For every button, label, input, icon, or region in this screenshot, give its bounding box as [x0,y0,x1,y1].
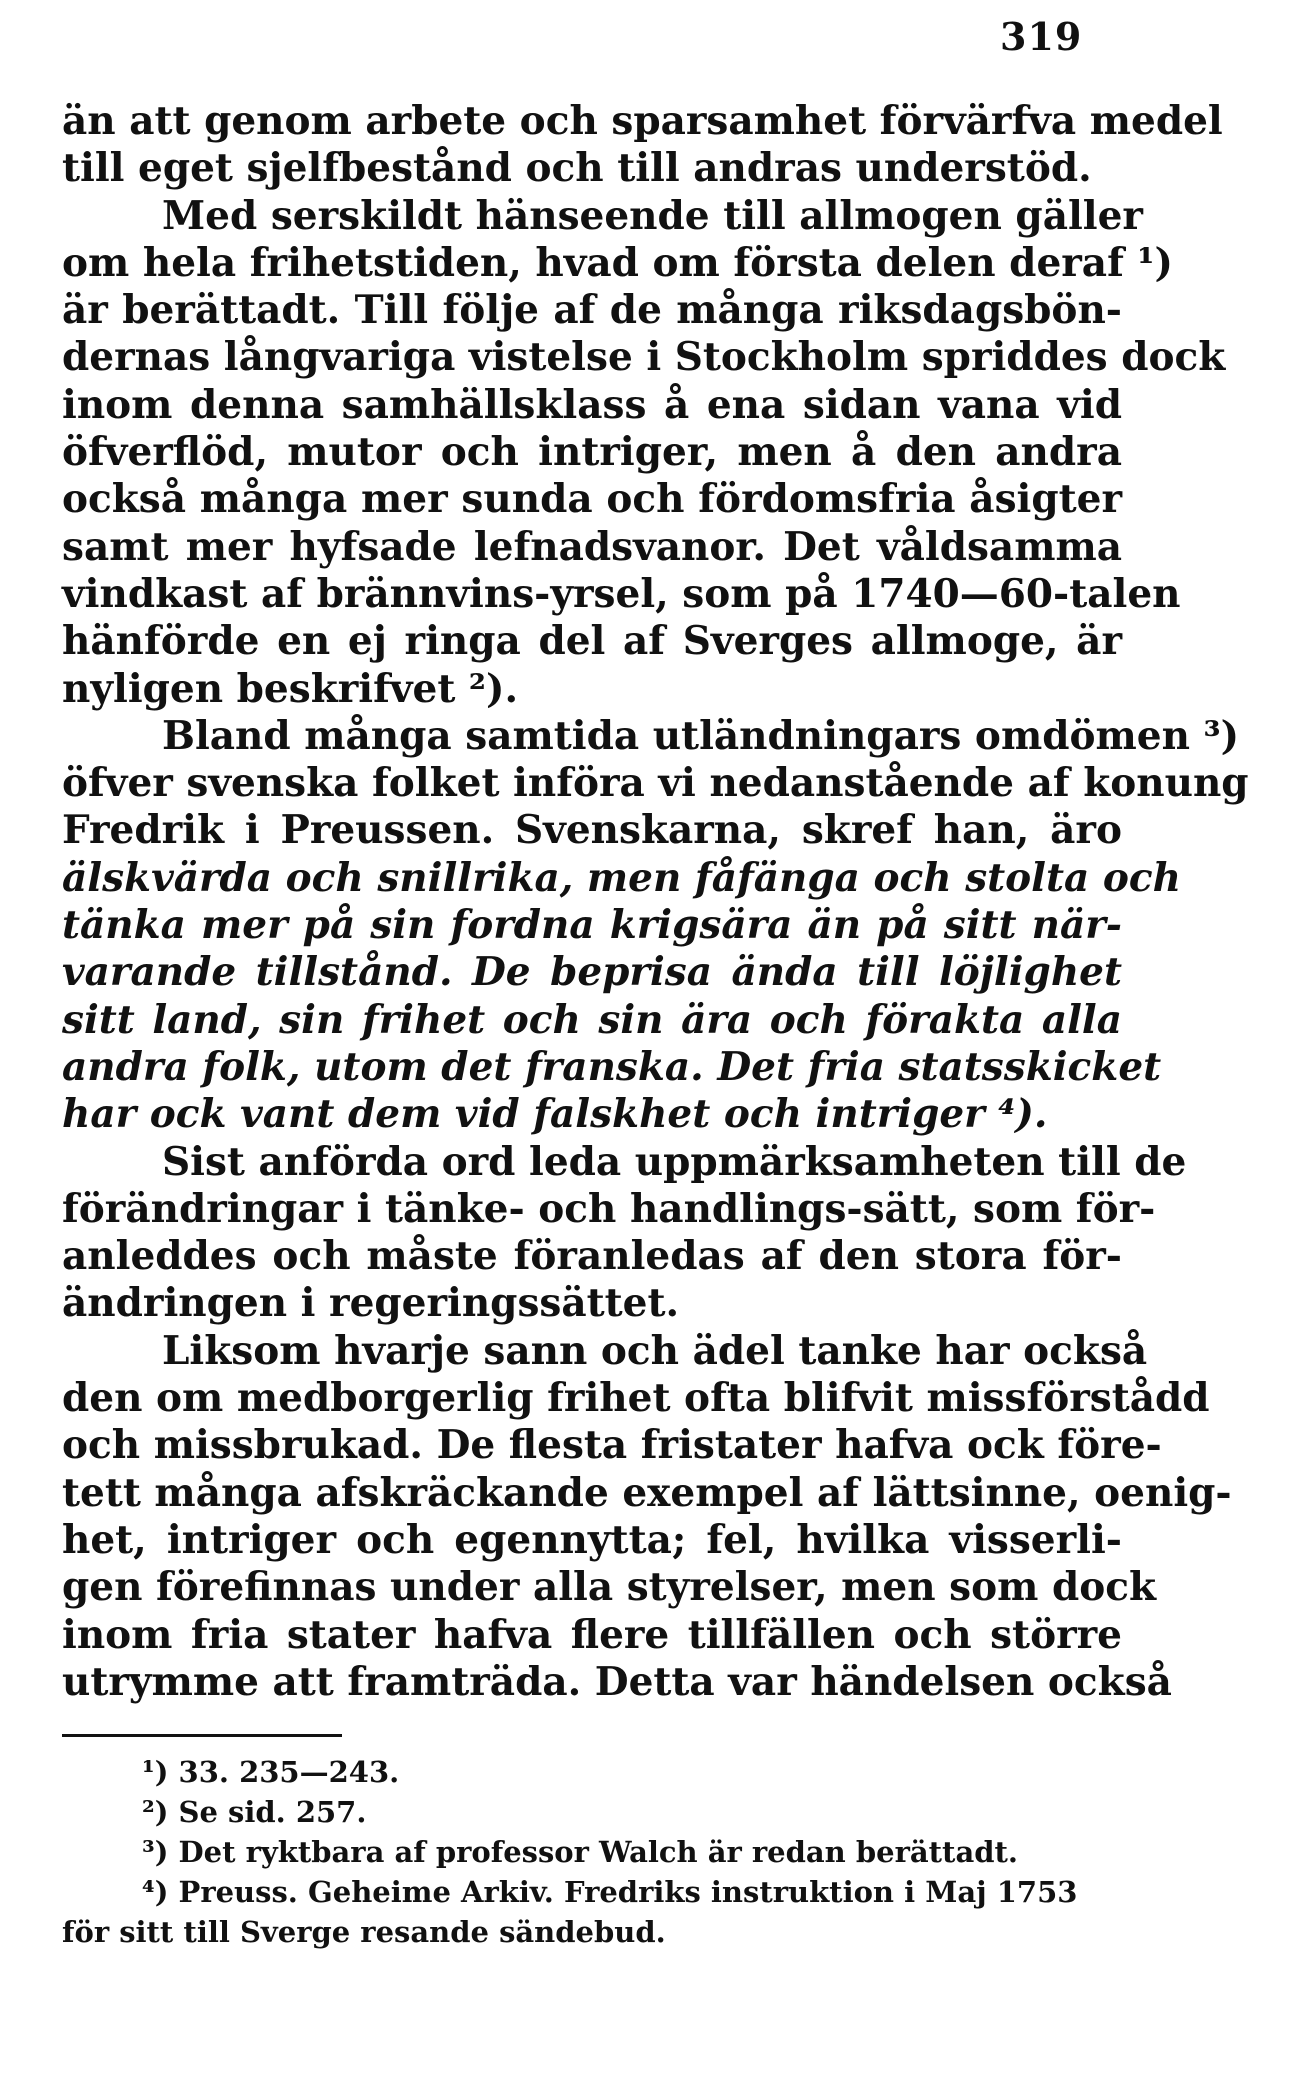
text-line: tänka mer på sin fordna krigsära än på sitt när- [62,902,1122,949]
text-line: den om medborgerlig frihet ofta blifvit missförstådd [62,1375,1210,1422]
text-line: het, intriger och egennytta; fel, hvilka visserli- [62,1516,1122,1563]
text-line: Liksom hvarje sann och ädel tanke har också [162,1327,1148,1374]
text-line: samt mer hyfsade lefnadsvanor. Det våldsamma [62,523,1122,570]
text-line: har ock vant dem vid falskhet och intriger ⁴). [62,1091,1048,1138]
text-line: utrymme att framträda. Detta var händelsen också [62,1658,1172,1705]
text-line: är berättadt. Till följe af de många riksdagsbön- [62,287,1122,334]
footnotes [62,1752,1122,1952]
text-line: nyligen beskrifvet ²). [62,665,519,712]
text-line: anleddes och måste föranledas af den stora för- [62,1233,1122,1280]
text-line: andra folk, utom det franska. Det fria statsskicket [62,1043,1162,1090]
footnote-separator [62,1734,342,1737]
body-text [62,98,1249,1706]
text-line: Med serskildt hänseende till allmogen gäller [162,192,1143,239]
text-line: Sist anförda ord leda uppmärksamheten till de [162,1138,1187,1185]
text-line: Bland många samtida utländningars omdömen ³) [162,712,1240,759]
footnote-line: ¹) 33. 235—243. [142,1755,400,1789]
text-line: öfverflöd, mutor och intriger, men å den andra [62,429,1122,476]
text-line: sitt land, sin frihet och sin ära och förakta alla [62,996,1122,1043]
footnote-line: för sitt till Sverge resande sändebud. [62,1915,666,1949]
text-line: dernas långvariga vistelse i Stockholm spriddes dock [62,334,1226,381]
text-line: inom denna samhällsklass å ena sidan vana vid [62,381,1122,428]
text-line: ändringen i regeringssättet. [62,1280,680,1327]
text-line: till eget sjelfbestånd och till andras understöd. [62,145,1092,192]
footnote-line: ⁴) Preuss. Geheime Arkiv. Fredriks instruktion i Maj 1753 [142,1875,1078,1909]
text-line: vindkast af brännvins-yrsel, som på 1740—60-talen [62,570,1181,617]
text-line: älskvärda och snillrika, men fåfänga och stolta och [62,854,1181,901]
text-line: förändringar i tänke- och handlings-sätt, som för- [62,1185,1156,1232]
page-number: 319 [1000,14,1083,59]
text-line: Fredrik i Preussen. Svenskarna, skref han, äro [62,807,1122,854]
footnote-line: ²) Se sid. 257. [142,1795,367,1829]
text-line: varande tillstånd. De beprisa ända till löjlighet [62,949,1122,996]
text-line: om hela frihetstiden, hvad om första delen deraf ¹) [62,239,1173,286]
text-line: hänförde en ej ringa del af Sverges allmoge, är [62,618,1122,665]
text-line: också många mer sunda och fördomsfria åsigter [62,476,1122,523]
text-line: och missbrukad. De flesta fristater hafva ock före- [62,1422,1162,1469]
text-line: inom fria stater hafva flere tillfällen och större [62,1611,1122,1658]
text-line: gen förefinnas under alla styrelser, men som dock [62,1564,1157,1611]
text-line: öfver svenska folket införa vi nedanstående af konung [62,760,1249,807]
text-line: än att genom arbete och sparsamhet förvärfva medel [62,98,1223,144]
text-line: tett många afskräckande exempel af lättsinne, oenig- [62,1469,1232,1516]
footnote-line: ³) Det ryktbara af professor Walch är redan berättadt. [142,1835,1019,1869]
